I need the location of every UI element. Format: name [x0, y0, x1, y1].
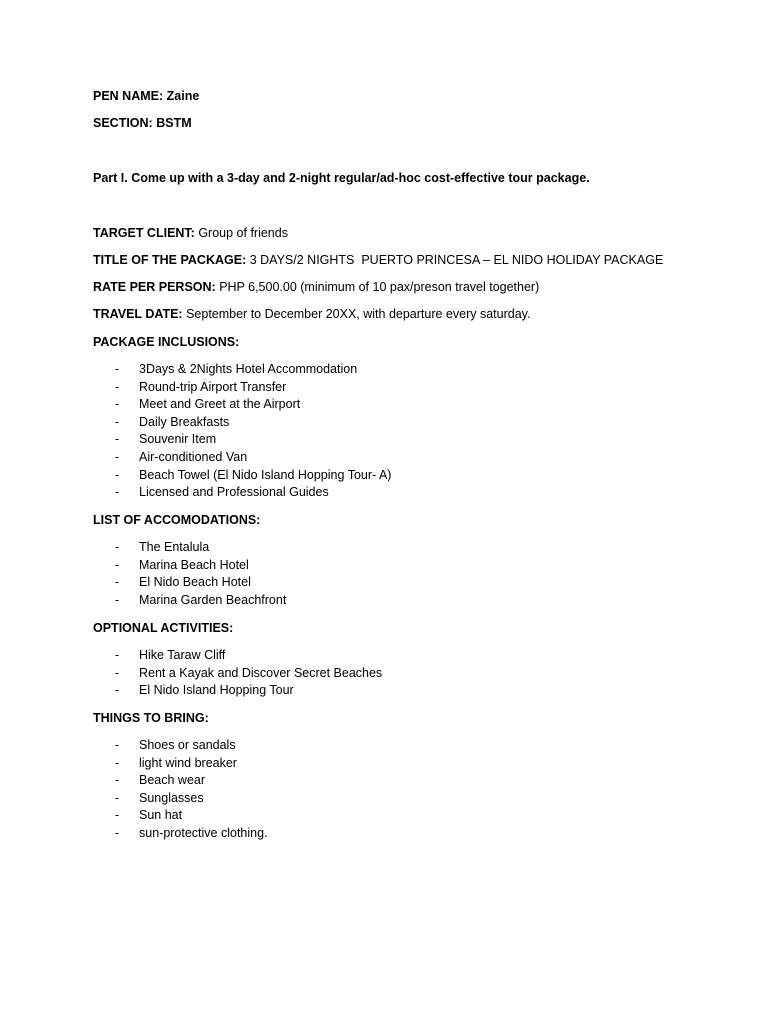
activities-list [115, 647, 382, 700]
bullet-dash: - [115, 467, 120, 482]
list-item-text: Beach Towel (El Nido Island Hopping Tour- A) [139, 467, 392, 482]
section-line [93, 115, 192, 131]
list-item [115, 396, 391, 414]
bullet-dash: - [115, 362, 120, 376]
package-title-value: 3 DAYS/2 NIGHTS PUERTO PRINCESA – EL NIDO HOLIDAY PACKAGE [249, 253, 664, 267]
bullet-dash: - [115, 397, 120, 412]
list-item [115, 557, 286, 575]
list-item-text: Hike Taraw Cliff [139, 648, 226, 662]
travel-date-label: TRAVEL DATE: [93, 307, 183, 321]
list-item-text: Marina Beach Hotel [139, 557, 249, 572]
list-item [115, 539, 286, 557]
list-item [115, 449, 391, 467]
rate-value: PHP 6,500.00 (minimum of 10 pax/preson travel together) [219, 280, 540, 294]
travel-date-line [93, 306, 530, 322]
bullet-dash: - [115, 449, 120, 464]
list-item-text: Sun hat [139, 808, 183, 823]
list-item-text: Meet and Greet at the Airport [139, 397, 301, 412]
part-heading: Part I. Come up with a 3-day and 2-night regular/ad-hoc cost-effective tour package. [93, 171, 590, 185]
bullet-dash: - [115, 755, 120, 770]
list-item-text: Round-trip Airport Transfer [139, 379, 287, 394]
accommodations-heading: LIST OF ACCOMODATIONS: [93, 513, 261, 527]
bullet-dash: - [115, 808, 120, 823]
list-item-text: El Nido Island Hopping Tour [139, 683, 294, 698]
list-item [115, 361, 391, 379]
list-item [115, 574, 286, 592]
list-item [115, 807, 268, 825]
bullet-dash: - [115, 773, 120, 788]
bullet-dash: - [115, 592, 120, 607]
target-client-label: TARGET CLIENT: [93, 226, 195, 240]
bullet-dash: - [115, 683, 120, 698]
list-item-text: Souvenir Item [139, 432, 217, 447]
bullet-dash: - [115, 540, 120, 554]
rate-line [93, 279, 539, 295]
section-label: SECTION: [93, 116, 153, 130]
list-item [115, 379, 391, 397]
list-item [115, 682, 382, 700]
bullet-dash: - [115, 414, 120, 429]
bullet-dash: - [115, 575, 120, 590]
bullet-dash: - [115, 738, 120, 752]
list-item [115, 665, 382, 683]
list-item-text: Marina Garden Beachfront [139, 592, 287, 607]
bullet-dash: - [115, 665, 120, 680]
list-item [115, 484, 391, 502]
list-item-text: El Nido Beach Hotel [139, 575, 251, 590]
list-item-text: The Entalula [139, 540, 210, 554]
travel-date-value: September to December 20XX, with departure every saturday. [186, 307, 531, 321]
list-item [115, 414, 391, 432]
package-title-label: TITLE OF THE PACKAGE: [93, 253, 247, 267]
rate-label: RATE PER PERSON: [93, 280, 216, 294]
bullet-dash: - [115, 790, 120, 805]
activities-heading: OPTIONAL ACTIVITIES: [93, 621, 234, 635]
bullet-dash: - [115, 648, 120, 662]
list-item-text: sun-protective clothing. [139, 825, 268, 840]
list-item [115, 647, 382, 665]
list-item [115, 772, 268, 790]
target-client-line [93, 225, 288, 241]
bullet-dash: - [115, 825, 120, 840]
accommodations-list [115, 539, 286, 609]
list-item [115, 592, 286, 610]
list-item [115, 467, 391, 485]
bullet-dash: - [115, 379, 120, 394]
pen-name-value: Zaine [166, 89, 200, 103]
bullet-dash: - [115, 557, 120, 572]
list-item [115, 755, 268, 773]
list-item [115, 431, 391, 449]
package-title-line [93, 252, 663, 268]
list-item-text: Licensed and Professional Guides [139, 485, 329, 500]
list-item-text: Shoes or sandals [139, 738, 236, 752]
list-item-text: Rent a Kayak and Discover Secret Beaches [139, 665, 383, 680]
list-item [115, 790, 268, 808]
pen-name-label: PEN NAME: [93, 89, 164, 103]
list-item-text: Beach wear [139, 773, 206, 788]
list-item-text: light wind breaker [139, 755, 237, 770]
target-client-value: Group of friends [198, 226, 288, 240]
inclusions-heading: PACKAGE INCLUSIONS: [93, 335, 240, 349]
list-item-text: Daily Breakfasts [139, 414, 230, 429]
pen-name-line [93, 88, 199, 104]
list-item-text: Air-conditioned Van [139, 449, 248, 464]
inclusions-list [115, 361, 391, 502]
things-to-bring-heading: THINGS TO BRING: [93, 711, 209, 725]
list-item-text: 3Days & 2Nights Hotel Accommodation [139, 362, 358, 376]
list-item [115, 825, 268, 843]
things-to-bring-list [115, 737, 268, 843]
list-item-text: Sunglasses [139, 790, 204, 805]
section-value: BSTM [156, 116, 192, 130]
list-item [115, 737, 268, 755]
bullet-dash: - [115, 432, 120, 447]
bullet-dash: - [115, 485, 120, 500]
